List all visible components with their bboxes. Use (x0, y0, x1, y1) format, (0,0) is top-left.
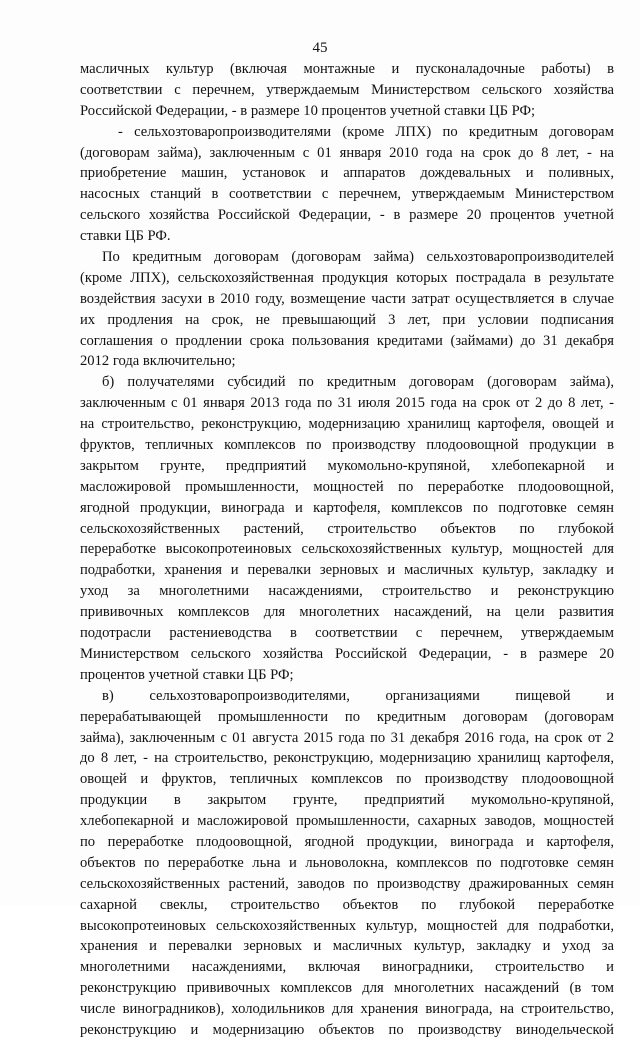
text-line: хранения и перевалки зерновых и масличных культур, закладку и уход за (80, 938, 614, 955)
text-line: ягодной продукции, винограда и картофеля, комплексов по подготовке семян (80, 499, 614, 516)
text-line: хлебопекарной и масложировой промышленности, сахарных заводов, мощностей (80, 813, 614, 830)
text-line: воздействия засухи в 2010 году, возмещение части затрат осуществляется в случае (80, 290, 614, 307)
text-line: реконструкцию прививочных комплексов для многолетних насаждений (в том (80, 980, 614, 997)
text-line: займа), заключенным с 01 августа 2015 года по 31 декабря 2016 года, на срок от 2 (80, 729, 614, 746)
text-line: Министерством сельского хозяйства Российской Федерации, - в размере 20 (80, 645, 614, 662)
text-line: подотрасли растениеводства в соответствии с перечнем, утверждаемым (80, 625, 614, 642)
text-line: перерабатывающей промышленности по кредитным договорам (договорам (80, 708, 614, 725)
text-line: многолетними насаждениями, включая виноградники, строительство и (80, 959, 614, 976)
text-line: переработке высокопротеиновых сельскохозяйственных культур, мощностей для (80, 541, 614, 558)
text-line: сельскохозяйственных растений, заводов по производству дражированных семян (80, 875, 614, 892)
text-line: - сельхозтоваропроизводителями (кроме ЛПХ) по кредитным договорам (118, 123, 614, 140)
text-line: масличных культур (включая монтажные и пусконаладочные работы) в (80, 61, 614, 77)
text-line: закрытом грунте, предприятий мукомольно-крупяной, хлебопекарной и (80, 457, 614, 474)
text-line: их продления на срок, не превышающий 3 лет, при условии подписания (80, 311, 614, 328)
text-line: ставки ЦБ РФ. (80, 228, 171, 245)
text-line: уход за многолетними насаждениями, строительство и реконструкцию (80, 583, 614, 600)
text-line: Российской Федерации, - в размере 10 процентов учетной ставки ЦБ РФ; (80, 102, 536, 119)
text-line: (кроме ЛПХ), сельскохозяйственная продукция которых пострадала в результате (80, 269, 614, 286)
page-number: 45 (312, 40, 328, 56)
text-line: приобретение машин, установок и аппаратов дождевальных и поливных, (80, 165, 614, 182)
text-line: до 8 лет, - на строительство, реконструкцию, модернизацию хранилищ картофеля, (80, 750, 614, 767)
text-line: б) получателями субсидий по кредитным договорам (договорам займа), (102, 374, 614, 391)
text-line: на строительство, реконструкцию, модернизацию хранилищ картофеля, овощей и (80, 416, 614, 433)
text-line: фруктов, тепличных комплексов по производству плодоовощной продукции в (80, 437, 614, 454)
text-line: процентов учетной ставки ЦБ РФ; (80, 666, 294, 683)
text-line: по переработке плодоовощной, ягодной продукции, винограда и картофеля, (80, 833, 614, 850)
document-body (80, 59, 614, 1041)
text-line: реконструкцию и модернизацию объектов по производству винодельческой (80, 1021, 614, 1038)
text-line: подработки, хранения и перевалки зерновых и масличных культур, закладку и (80, 562, 614, 579)
text-line: заключенным с 01 января 2013 года по 31 июля 2015 года на срок от 2 до 8 лет, - (80, 395, 614, 412)
text-line: сельского хозяйства Российской Федерации, - в размере 20 процентов учетной (80, 207, 614, 224)
text-line: сахарной свеклы, строительство объектов по глубокой переработке (80, 896, 614, 913)
text-line: соглашения о продлении срока пользования кредитами (займами) до 31 декабря (80, 332, 614, 349)
text-line: продукции в закрытом грунте, предприятий мукомольно-крупяной, (80, 792, 614, 809)
text-line: объектов по переработке льна и льноволокна, комплексов по подготовке семян (80, 854, 614, 871)
text-line: По кредитным договорам (договорам займа) сельхозтоваропроизводителей (102, 249, 614, 266)
text-line: насосных станций в соответствии с перечнем, утверждаемым Министерством (80, 186, 614, 203)
text-line: в) сельхозтоваропроизводителями, организациями пищевой и (102, 687, 614, 704)
text-line: прививочных комплексов для многолетних насаждений, на цели развития (80, 604, 614, 621)
text-line: (договорам займа), заключенным с 01 января 2010 года на срок до 8 лет, - на (80, 144, 614, 161)
text-line: числе виноградников), холодильников для хранения винограда, на строительство, (80, 1001, 614, 1018)
text-line: соответствии с перечнем, утверждаемым Министерством сельского хозяйства (80, 81, 614, 98)
text-line: масложировой промышленности, мощностей по переработке плодоовощной, (80, 478, 614, 495)
text-line: 2012 года включительно; (80, 353, 236, 370)
text-line: сельскохозяйственных растений, строительство объектов по глубокой (80, 520, 614, 537)
text-line: овощей и фруктов, тепличных комплексов по производству плодоовощной (80, 771, 614, 788)
text-line: высокопротеиновых сельскохозяйственных культур, мощностей для подработки, (80, 917, 614, 934)
